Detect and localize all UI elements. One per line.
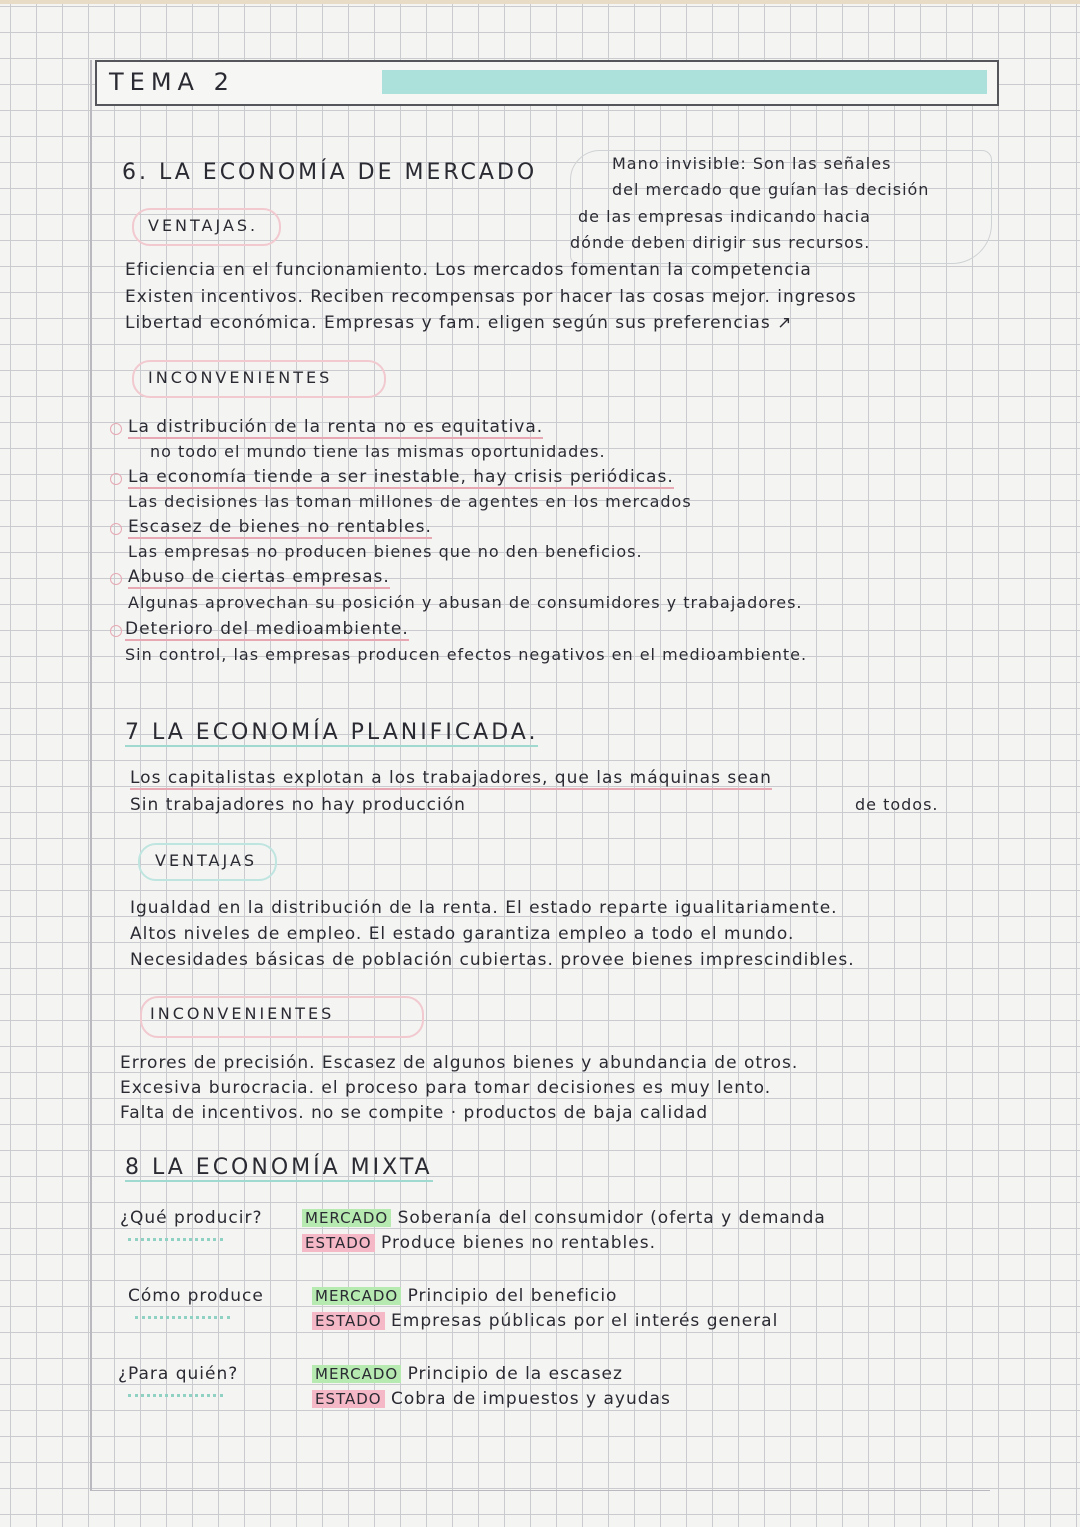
- bullet-icon: [110, 523, 122, 535]
- intro-line: Sin trabajadores no hay producción: [130, 795, 466, 815]
- question: ¿Qué producir?: [120, 1208, 263, 1228]
- inconveniente-detail: Las empresas no producen bienes que no den beneficios.: [128, 542, 643, 561]
- ventajas-label: VENTAJAS.: [148, 216, 259, 235]
- inconveniente-title: La distribución de la renta no es equitativa.: [128, 417, 544, 437]
- estado-tag: ESTADO: [312, 1312, 385, 1330]
- inconvenientes-label: INCONVENIENTES: [148, 368, 333, 387]
- estado-answer: Empresas públicas por el interés general: [391, 1311, 779, 1331]
- estado-tag: ESTADO: [312, 1390, 385, 1408]
- ventaja-item: Necesidades básicas de población cubiertas. provee bienes imprescindibles.: [130, 950, 855, 970]
- inconveniente-item: Errores de precisión. Escasez de algunos bienes y abundancia de otros.: [120, 1053, 799, 1073]
- inconveniente-detail: no todo el mundo tiene las mismas oportunidades.: [150, 442, 606, 461]
- mercado-answer: Soberanía del consumidor (oferta y demanda: [397, 1208, 826, 1228]
- wavy-underline: [128, 1388, 223, 1397]
- ventaja-item: Existen incentivos. Reciben recompensas por hacer las cosas mejor. ingresos: [125, 287, 857, 307]
- estado-answer: Cobra de impuestos y ayudas: [391, 1389, 671, 1409]
- ventaja-item: Eficiencia en el funcionamiento. Los mercados fomentan la competencia: [125, 260, 812, 280]
- note-line: dónde deben dirigir sus recursos.: [570, 233, 871, 252]
- ventaja-item: Libertad económica. Empresas y fam. eligen según sus preferencias ↗: [125, 313, 793, 333]
- section-7-heading: 7 LA ECONOMÍA PLANIFICADA.: [125, 720, 539, 745]
- margin-line: [90, 60, 92, 1490]
- inconveniente-title: Escasez de bienes no rentables.: [128, 517, 432, 537]
- page-title: TEMA 2: [109, 68, 235, 96]
- inconveniente-detail: Algunas aprovechan su posición y abusan de consumidores y trabajadores.: [128, 593, 803, 612]
- bullet-icon: [110, 573, 122, 585]
- bullet-icon: [110, 423, 122, 435]
- inconveniente-detail: Las decisiones las toman millones de agentes en los mercados: [128, 492, 692, 511]
- note-line: Mano invisible: Son las señales: [612, 154, 892, 173]
- inconvenientes-label: INCONVENIENTES: [150, 1004, 335, 1023]
- bullet-icon: [110, 625, 122, 637]
- note-line: del mercado que guían las decisión: [612, 180, 930, 199]
- question: ¿Para quién?: [118, 1364, 239, 1384]
- mercado-tag: MERCADO: [312, 1287, 401, 1305]
- title-highlight: [382, 70, 987, 94]
- mercado-answer: Principio del beneficio: [407, 1286, 618, 1306]
- estado-tag: ESTADO: [302, 1234, 375, 1252]
- inconveniente-item: Falta de incentivos. no se compite · productos de baja calidad: [120, 1103, 709, 1123]
- section-6-heading: 6. LA ECONOMÍA DE MERCADO: [122, 160, 538, 185]
- inconveniente-title: La economía tiende a ser inestable, hay crisis periódicas.: [128, 467, 674, 487]
- mercado-tag: MERCADO: [312, 1365, 401, 1383]
- inconveniente-detail: Sin control, las empresas producen efectos negativos en el medioambiente.: [125, 645, 808, 664]
- title-box: [95, 60, 999, 106]
- inconveniente-title: Deterioro del medioambiente.: [125, 619, 409, 639]
- ventaja-item: Altos niveles de empleo. El estado garantiza empleo a todo el mundo.: [130, 924, 795, 944]
- estado-answer: Produce bienes no rentables.: [381, 1233, 656, 1253]
- section-8-heading: 8 LA ECONOMÍA MIXTA: [125, 1155, 433, 1180]
- mercado-tag: MERCADO: [302, 1209, 391, 1227]
- ventaja-item: Igualdad en la distribución de la renta. El estado reparte igualitariamente.: [130, 898, 838, 918]
- question: Cómo produce: [128, 1286, 264, 1306]
- wavy-underline: [128, 1232, 223, 1241]
- inconveniente-item: Excesiva burocracia. el proceso para tomar decisiones es muy lento.: [120, 1078, 772, 1098]
- bullet-icon: [110, 473, 122, 485]
- ventajas-label: VENTAJAS: [155, 851, 258, 870]
- page-edge: [0, 0, 1080, 4]
- intro-line: Los capitalistas explotan a los trabajadores, que las máquinas sean: [130, 768, 772, 788]
- bottom-line: [90, 1490, 990, 1491]
- mercado-answer: Principio de la escasez: [407, 1364, 623, 1384]
- wavy-underline: [135, 1310, 230, 1319]
- note-line: de las empresas indicando hacia: [578, 207, 871, 226]
- intro-line: de todos.: [855, 795, 939, 814]
- inconveniente-title: Abuso de ciertas empresas.: [128, 567, 390, 587]
